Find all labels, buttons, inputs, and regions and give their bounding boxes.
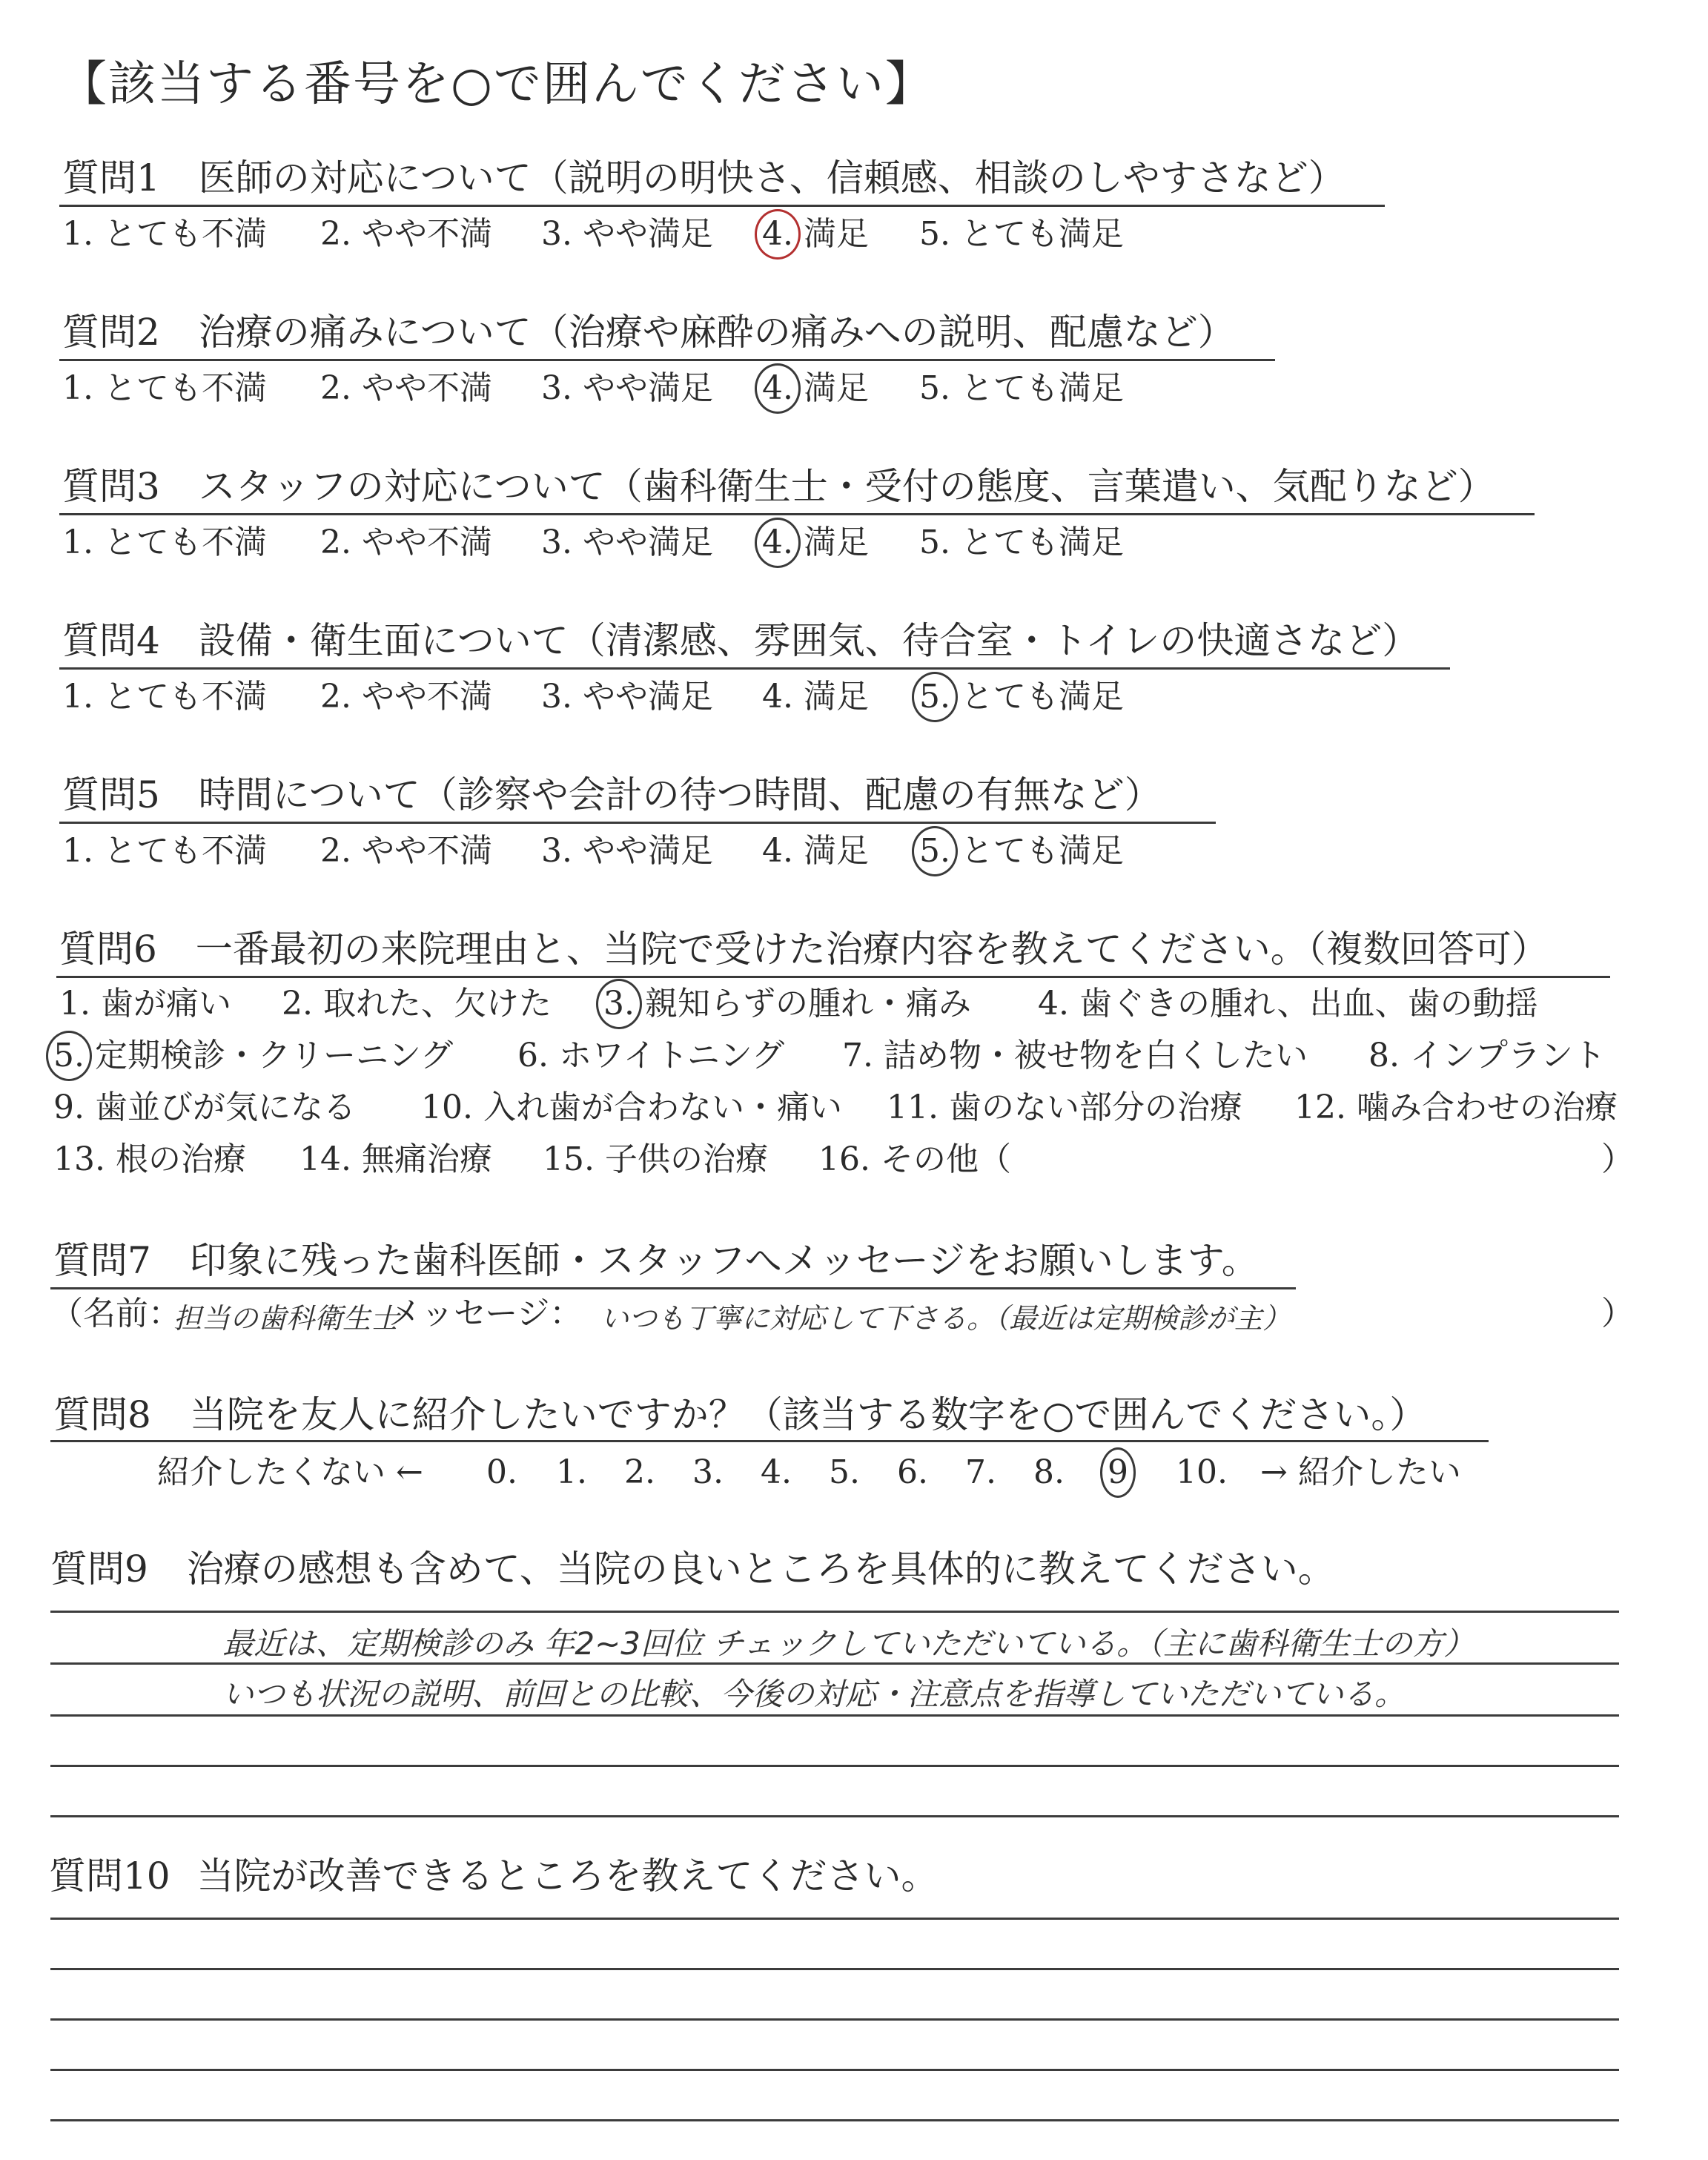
question-2 [62, 310, 1235, 354]
answer-rule [50, 1918, 1619, 1920]
question-3-underline [59, 513, 1535, 515]
answer-rule [50, 2069, 1619, 2071]
q6-option-16[interactable]: 16. その他（ [818, 1140, 1011, 1178]
question-1-options [0, 214, 1708, 258]
q2-option-5[interactable]: 5. とても満足 [919, 369, 1124, 407]
q6-option-12[interactable]: 12. 噛み合わせの治療 [1294, 1089, 1618, 1126]
question-3-text: スタッフの対応について（歯科衛生士・受付の態度、言葉遣い、気配りなど） [198, 465, 1495, 508]
q3-option-1[interactable]: 1. とても不満 [62, 524, 267, 561]
q1-option-4-selected[interactable]: 4. 満足 [762, 214, 869, 255]
recommend-score-8[interactable]: 8. [1033, 1453, 1065, 1491]
question-1 [62, 156, 1345, 200]
question-8-underline [50, 1440, 1489, 1442]
q1-option-3[interactable]: 3. やや満足 [541, 215, 713, 253]
question-1-text: 医師の対応について（説明の明快さ、信頼感、相談のしやすさなど） [198, 156, 1345, 199]
recommend-score-3[interactable]: 3. [692, 1453, 724, 1491]
q5-option-5-selected[interactable]: 5. とても満足 [919, 830, 1124, 872]
answer-rule [50, 1815, 1619, 1817]
question-7-text: 印象に残った歯科医師・スタッフへメッセージをお願いします。 [189, 1239, 1259, 1282]
answer-rule [50, 2018, 1619, 2021]
q6-option-11[interactable]: 11. 歯のない部分の治療 [887, 1089, 1242, 1126]
recommend-score-6[interactable]: 6. [897, 1453, 928, 1491]
question-6-text: 一番最初の来院理由と、当院で受けた治療内容を教えてください。（複数回答可） [195, 928, 1549, 971]
question-2-text: 治療の痛みについて（治療や麻酔の痛みへの説明、配慮など） [198, 311, 1235, 354]
q4-option-3[interactable]: 3. やや満足 [541, 678, 713, 716]
q1-option-1[interactable]: 1. とても不満 [62, 215, 267, 253]
answer-rule [50, 1714, 1619, 1717]
question-9-text: 治療の感想も含めて、当院の良いところを具体的に教えてください。 [186, 1548, 1335, 1591]
question-8-label: 質問8 [53, 1393, 151, 1436]
question-6-row-1 [0, 983, 1708, 1028]
question-3-options [0, 522, 1708, 567]
q6-option-14[interactable]: 14. 無痛治療 [299, 1140, 492, 1178]
selected-circle-mark: 3. [603, 983, 635, 1025]
question-2-options [0, 368, 1708, 412]
q2-option-1[interactable]: 1. とても不満 [62, 369, 267, 407]
q4-option-2[interactable]: 2. やや不満 [320, 678, 492, 716]
q6-option-6[interactable]: 6. ホワイトニング [517, 1037, 785, 1074]
selected-circle-mark: 9 [1108, 1452, 1128, 1493]
message-handwritten-value[interactable]: いつも丁寧に対応して下さる。（最近は定期検診が主） [600, 1302, 1291, 1335]
question-10 [49, 1854, 939, 1898]
q6-option-13[interactable]: 13. 根の治療 [53, 1140, 246, 1178]
question-6-label: 質問6 [59, 928, 157, 971]
answer-rule [50, 2119, 1619, 2121]
q3-option-2[interactable]: 2. やや不満 [320, 524, 492, 561]
question-7 [53, 1238, 1259, 1283]
question-3 [62, 464, 1495, 509]
q4-option-4[interactable]: 4. 満足 [762, 678, 869, 716]
q3-option-5[interactable]: 5. とても満足 [919, 524, 1124, 561]
recommend-score-1[interactable]: 1. [556, 1453, 587, 1491]
recommend-scale-right-label: → 紹介したい [1260, 1453, 1461, 1491]
q9-handwritten-line-2[interactable]: いつも状況の説明、前回との比較、今後の対応・注意点を指導していただいている。 [222, 1676, 1406, 1712]
selected-circle-mark: 5. [919, 676, 950, 718]
q6-option-9[interactable]: 9. 歯並びが気になる [53, 1089, 356, 1126]
q5-option-3[interactable]: 3. やや満足 [541, 832, 713, 870]
recommend-score-5[interactable]: 5. [829, 1453, 860, 1491]
question-7-underline [50, 1287, 1296, 1289]
q3-option-4-selected[interactable]: 4. 満足 [762, 522, 869, 564]
q5-option-2[interactable]: 2. やや不満 [320, 832, 492, 870]
question-4-text: 設備・衛生面について（清潔感、雰囲気、待合室・トイレの快適さなど） [198, 619, 1420, 662]
q4-option-1[interactable]: 1. とても不満 [62, 678, 267, 716]
question-10-text: 当院が改善できるところを教えてください。 [196, 1855, 939, 1898]
name-prefix: （名前： [50, 1295, 181, 1332]
message-prefix: メッセージ： [388, 1295, 583, 1332]
question-10-label: 質問10 [49, 1855, 171, 1898]
question-5-label: 質問5 [62, 773, 160, 816]
q6-option-3-selected[interactable]: 3. 親知らずの腫れ・痛み [603, 983, 971, 1025]
q1-option-5[interactable]: 5. とても満足 [919, 215, 1124, 253]
answer-rule [50, 1968, 1619, 1970]
q6-option-2[interactable]: 2. 取れた、欠けた [282, 985, 552, 1023]
recommend-scale [0, 1452, 1708, 1496]
answer-rule [50, 1662, 1619, 1665]
q9-handwritten-line-1[interactable]: 最近は、定期検診のみ 年2~3回位 チェックしていただいている。（主に歯科衛生士の方） [222, 1625, 1475, 1662]
question-2-underline [59, 359, 1275, 361]
page-title: 【該当する番号を○で囲んでください】 [59, 57, 934, 112]
recommend-score-4[interactable]: 4. [761, 1453, 792, 1491]
question-5 [62, 773, 1162, 817]
recommend-score-10[interactable]: 10. [1176, 1453, 1228, 1491]
q2-option-4-selected[interactable]: 4. 満足 [762, 368, 869, 409]
question-4-label: 質問4 [62, 619, 160, 662]
question-5-underline [59, 822, 1216, 824]
question-7-label: 質問7 [53, 1239, 151, 1282]
question-9 [50, 1547, 1335, 1591]
question-5-text: 時間について（診察や会計の待つ時間、配慮の有無など） [198, 773, 1162, 816]
q5-option-1[interactable]: 1. とても不満 [62, 832, 267, 870]
name-handwritten-value[interactable]: 担当の歯科衛生士 [173, 1302, 400, 1335]
answer-rule [50, 1611, 1619, 1613]
recommend-score-0[interactable]: 0. [486, 1453, 517, 1491]
selected-circle-mark: 5. [919, 830, 950, 872]
recommend-scale-left-label: 紹介したくない ← [157, 1453, 423, 1491]
q6-option-7[interactable]: 7. 詰め物・被せ物を白くしたい [842, 1037, 1308, 1074]
q5-option-4[interactable]: 4. 満足 [762, 832, 869, 870]
selected-circle-mark: 4. [762, 214, 793, 255]
question-8 [53, 1393, 1426, 1437]
q6-option-15[interactable]: 15. 子供の治療 [543, 1140, 768, 1178]
question-3-label: 質問3 [62, 465, 160, 508]
q6-option-1[interactable]: 1. 歯が痛い [59, 985, 231, 1023]
q6-option-4[interactable]: 4. 歯ぐきの腫れ、出血、歯の動揺 [1038, 985, 1538, 1023]
q2-option-2[interactable]: 2. やや不満 [320, 369, 492, 407]
message-close-paren: ） [1601, 1295, 1634, 1332]
answer-rule [50, 1765, 1619, 1767]
q6-option-10[interactable]: 10. 入れ歯が合わない・痛い [421, 1089, 842, 1126]
question-4 [62, 618, 1419, 663]
recommend-score-7[interactable]: 7. [965, 1453, 996, 1491]
question-6 [59, 927, 1549, 971]
question-1-underline [59, 205, 1385, 207]
question-6-row-3 [0, 1087, 1708, 1132]
question-8-text: 当院を友人に紹介したいですか？（該当する数字を○で囲んでください。） [189, 1393, 1427, 1436]
recommend-score-9-selected[interactable] [1108, 1452, 1128, 1493]
q6-option-8[interactable]: 8. インプラント [1368, 1037, 1606, 1074]
question-6-underline [56, 976, 1610, 978]
question-4-options [0, 676, 1708, 721]
q1-option-2[interactable]: 2. やや不満 [320, 215, 492, 253]
question-9-label: 質問9 [50, 1548, 148, 1591]
question-6-row-2 [0, 1035, 1708, 1080]
selected-circle-mark: 4. [762, 522, 793, 564]
question-2-label: 質問2 [62, 311, 160, 354]
selected-circle-mark: 5. [53, 1035, 85, 1077]
recommend-score-2[interactable]: 2. [624, 1453, 655, 1491]
question-6-row-4 [0, 1139, 1708, 1183]
q6-option-16-close-paren: ） [1601, 1140, 1634, 1178]
q4-option-5-selected[interactable]: 5. とても満足 [919, 676, 1124, 718]
q2-option-3[interactable]: 3. やや満足 [541, 369, 713, 407]
q6-option-5-selected[interactable]: 5. 定期検診・クリーニング [53, 1035, 453, 1077]
question-7-answer-row [0, 1293, 1708, 1338]
selected-circle-mark: 4. [762, 368, 793, 409]
question-5-options [0, 830, 1708, 875]
question-4-underline [59, 667, 1450, 670]
q3-option-3[interactable]: 3. やや満足 [541, 524, 713, 561]
question-1-label: 質問1 [62, 156, 160, 199]
